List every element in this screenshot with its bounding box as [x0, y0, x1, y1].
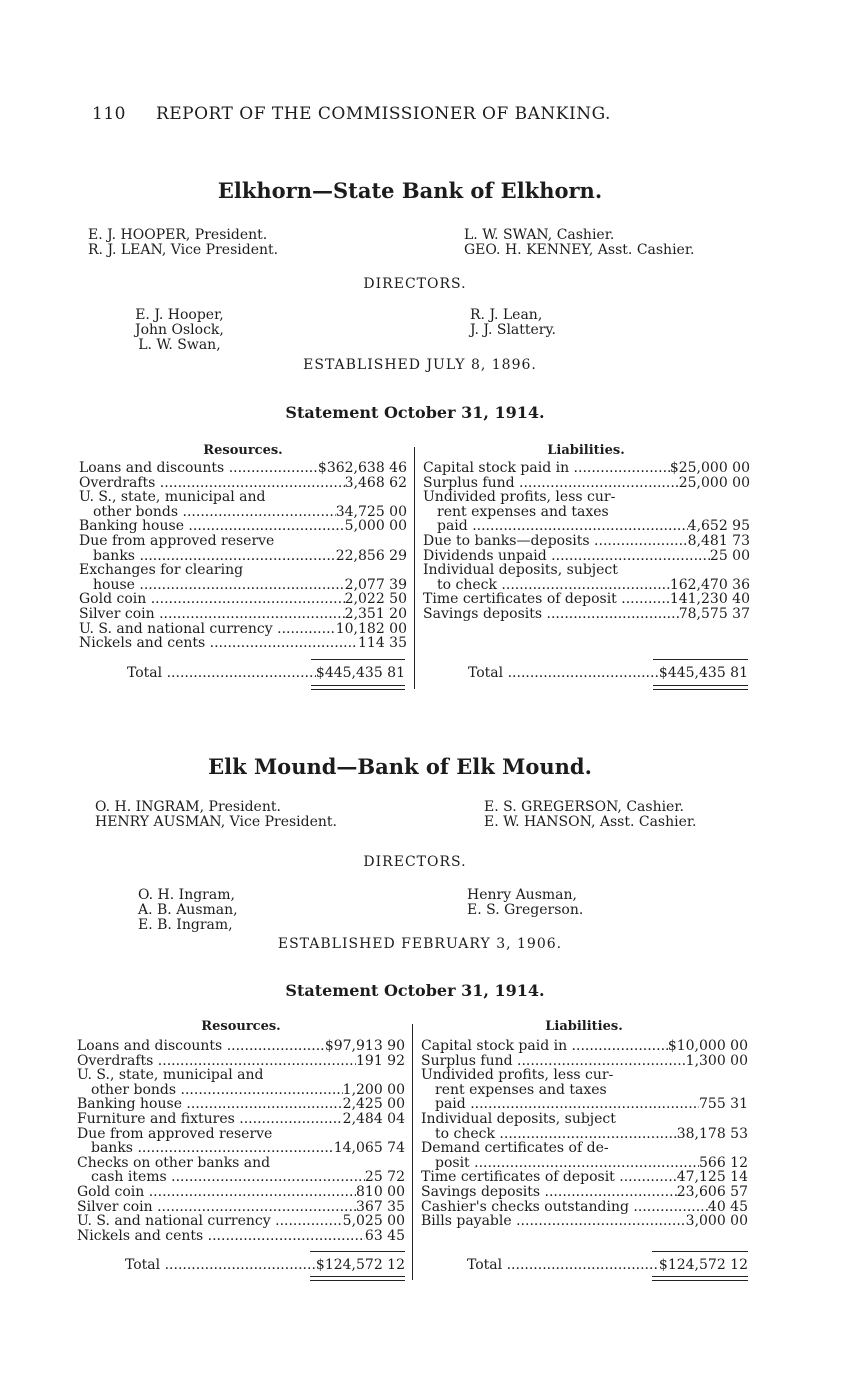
- ledger-row: [77, 1214, 405, 1229]
- liabilities-total-row: [468, 665, 748, 681]
- ledger-label: cash items .....: [77, 1170, 365, 1185]
- ledger-row: [79, 549, 407, 564]
- ledger-row: [77, 1039, 405, 1054]
- ledger-label: Undivided profits, less cur-: [421, 1068, 614, 1083]
- ledger-label: U. S., state, municipal and: [77, 1068, 264, 1083]
- ledger-row: [77, 1083, 405, 1098]
- ledger-row: [79, 607, 407, 622]
- ledger-label: Gold coin .....: [79, 592, 345, 607]
- officers-right: [484, 800, 697, 830]
- ledger-row: [77, 1170, 405, 1185]
- ledger-row: [423, 563, 750, 578]
- directors-heading: DIRECTORS.: [363, 276, 467, 292]
- ledger-amount: 2,351 20: [344, 605, 407, 622]
- liabilities-heading: Liabilities.: [545, 1019, 623, 1034]
- officer: E. J. HOOPER, President.: [88, 227, 268, 243]
- resources-total-row: [125, 1257, 405, 1273]
- ledger-label: Overdrafts .....: [79, 476, 345, 491]
- bank-title: Elkhorn—State Bank of Elkhorn.: [217, 178, 603, 203]
- ledger-label: Due to banks—deposits .....: [423, 534, 688, 549]
- double-rule: [310, 1276, 405, 1281]
- ledger-row: [79, 636, 407, 651]
- director: L. W. Swan,: [138, 337, 221, 353]
- ledger-amount: 3,000 00: [685, 1213, 748, 1230]
- resources-heading: Resources.: [203, 443, 283, 458]
- ledger-row: [77, 1112, 405, 1127]
- ledger-row: [423, 549, 750, 564]
- officer: E. S. GREGERSON, Cashier.: [484, 799, 684, 815]
- ledger-row: [421, 1214, 748, 1229]
- ledger-row: [423, 461, 750, 476]
- column-divider: [414, 447, 415, 689]
- ledger-label: Silver coin .....: [77, 1200, 356, 1215]
- officers-left: [95, 800, 337, 830]
- ledger-row: [421, 1141, 748, 1156]
- ledger-row: [423, 534, 750, 549]
- liabilities-total: $124,572 12: [658, 1257, 748, 1273]
- column-divider: [412, 1024, 413, 1280]
- double-rule: [311, 685, 405, 690]
- ledger-row: [423, 505, 750, 520]
- director: E. J. Hooper,: [135, 307, 224, 323]
- ledger-label: Individual deposits, subject: [421, 1111, 616, 1127]
- ledger-amount: 141,230 40: [669, 591, 750, 608]
- ledger-label: rent expenses and taxes: [435, 1082, 607, 1098]
- ledger-amount: 4,652 95: [687, 518, 750, 535]
- ledger-row: [77, 1185, 405, 1200]
- ledger-label: Nickels and cents .....: [79, 636, 358, 651]
- ledger-label: Surplus fund .....: [423, 476, 679, 491]
- ledger-label: Savings deposits .....: [421, 1185, 677, 1200]
- director: J. J. Slattery.: [470, 322, 556, 338]
- ledger-row: [77, 1200, 405, 1215]
- ledger-row: [77, 1097, 405, 1112]
- ledger-amount: $97,913 90: [324, 1038, 405, 1054]
- ledger-row: [77, 1229, 405, 1244]
- ledger-label: Banking house .....: [79, 519, 345, 534]
- ledger-row: [421, 1068, 748, 1083]
- ledger-row: [423, 476, 750, 491]
- officer: HENRY AUSMAN, Vice President.: [95, 814, 337, 830]
- page-number: 110: [92, 104, 126, 124]
- ledger-amount: $10,000 00: [667, 1038, 748, 1054]
- directors-heading: DIRECTORS.: [363, 854, 467, 870]
- ledger-amount: 22,856 29: [335, 547, 407, 564]
- ledger-amount: 34,725 00: [335, 503, 407, 520]
- ledger-label: paid .....: [421, 1097, 699, 1112]
- ledger-row: [421, 1083, 748, 1098]
- ledger-amount: 10,182 00: [335, 620, 407, 637]
- ledger-label: Nickels and cents .....: [77, 1229, 365, 1244]
- ledger-row: [77, 1054, 405, 1069]
- officer: E. W. HANSON, Asst. Cashier.: [484, 814, 697, 830]
- ledger-row: [79, 461, 407, 476]
- ledger-row: [421, 1097, 748, 1112]
- ledger-amount: 2,077 39: [344, 576, 407, 593]
- director: John Oslock,: [135, 322, 224, 338]
- ledger-label: Surplus fund .....: [421, 1054, 686, 1069]
- ledger-label: Due from approved reserve: [79, 533, 275, 549]
- director: Henry Ausman,: [467, 887, 577, 903]
- officer: L. W. SWAN, Cashier.: [464, 227, 615, 243]
- ledger-label: Exchanges for clearing: [79, 563, 244, 578]
- resources-total: $445,435 81: [315, 665, 405, 681]
- ledger-row: [421, 1170, 748, 1185]
- director: A. B. Ausman,: [138, 902, 238, 918]
- ledger-row: [423, 607, 750, 622]
- ledger-label: Capital stock paid in .....: [421, 1039, 668, 1054]
- resources-total: $124,572 12: [315, 1257, 405, 1273]
- statement-heading: Statement October 31, 1914.: [285, 981, 545, 1000]
- ledger-label: U. S. and national currency .....: [77, 1214, 343, 1229]
- total-label: Total .....: [467, 1257, 659, 1273]
- ledger-amount: 191 92: [356, 1052, 405, 1069]
- established-date: ESTABLISHED JULY 8, 1896.: [303, 357, 537, 373]
- ledger-label: Silver coin .....: [79, 607, 345, 622]
- ledger-row: [79, 519, 407, 534]
- ledger-label: banks .....: [77, 1141, 334, 1156]
- ledger-row: [421, 1127, 748, 1142]
- ledger-label: to check .....: [421, 1127, 677, 1142]
- ledger-label: rent expenses and taxes: [437, 504, 609, 520]
- ledger-amount: 2,425 00: [342, 1096, 405, 1113]
- ledger-amount: $362,638 46: [317, 460, 407, 476]
- ledger-row: [79, 505, 407, 520]
- ledger-amount: 47,125 14: [676, 1169, 748, 1186]
- total-rule: [653, 659, 748, 660]
- liabilities-heading: Liabilities.: [547, 443, 625, 458]
- officer: O. H. INGRAM, President.: [95, 799, 281, 815]
- officer: R. J. LEAN, Vice President.: [88, 242, 279, 258]
- directors-right: [467, 888, 583, 918]
- ledger-label: Checks on other banks and: [77, 1155, 271, 1171]
- directors-left: [138, 888, 238, 933]
- ledger-row: [79, 578, 407, 593]
- established-date: ESTABLISHED FEBRUARY 3, 1906.: [277, 936, 563, 952]
- ledger-amount: 162,470 36: [669, 576, 750, 593]
- ledger-label: Capital stock paid in .....: [423, 461, 670, 476]
- ledger-row: [421, 1039, 748, 1054]
- ledger-row: [79, 563, 407, 578]
- ledger-amount: 1,300 00: [685, 1052, 748, 1069]
- director: R. J. Lean,: [470, 307, 543, 323]
- ledger-amount: 25 00: [709, 547, 750, 564]
- ledger-row: [77, 1156, 405, 1171]
- resources-heading: Resources.: [201, 1019, 281, 1034]
- director: E. B. Ingram,: [138, 917, 233, 933]
- ledger-row: [423, 490, 750, 505]
- ledger-label: other bonds .....: [79, 505, 336, 520]
- ledger-label: Loans and discounts .....: [79, 461, 318, 476]
- ledger-amount: 3,468 62: [344, 474, 407, 491]
- double-rule: [653, 685, 748, 690]
- ledger-label: Cashier's checks outstanding .....: [421, 1200, 708, 1215]
- ledger-row: [79, 622, 407, 637]
- total-rule: [311, 659, 405, 660]
- ledger-row: [423, 519, 750, 534]
- ledger-row: [421, 1200, 748, 1215]
- directors-left: [135, 308, 224, 353]
- ledger-label: Demand certificates of de-: [421, 1141, 609, 1156]
- ledger-label: other bonds .....: [77, 1083, 343, 1098]
- ledger-label: Overdrafts .....: [77, 1054, 356, 1069]
- running-title: REPORT OF THE COMMISSIONER OF BANKING.: [155, 104, 611, 124]
- ledger-amount: 40 45: [707, 1198, 748, 1215]
- statement-heading: Statement October 31, 1914.: [285, 403, 545, 422]
- ledger-label: paid .....: [423, 519, 688, 534]
- ledger-row: [421, 1054, 748, 1069]
- ledger-row: [421, 1185, 748, 1200]
- ledger-row: [423, 578, 750, 593]
- ledger-amount: 14,065 74: [333, 1140, 405, 1157]
- ledger-row: [79, 592, 407, 607]
- ledger-label: banks .....: [79, 549, 336, 564]
- ledger-amount: $25,000 00: [669, 460, 750, 476]
- officers-right: [464, 228, 694, 258]
- ledger-row: [421, 1156, 748, 1171]
- ledger-amount: 25,000 00: [678, 474, 750, 491]
- ledger-label: posit .....: [421, 1156, 699, 1171]
- liabilities-total: $445,435 81: [658, 665, 748, 681]
- total-label: Total .....: [127, 665, 316, 681]
- ledger-label: Banking house .....: [77, 1097, 343, 1112]
- ledger-row: [77, 1141, 405, 1156]
- ledger-row: [79, 490, 407, 505]
- ledger-label: Individual deposits, subject: [423, 563, 618, 578]
- ledger-amount: 8,481 73: [687, 532, 750, 549]
- ledger-amount: 367 35: [356, 1198, 405, 1215]
- liabilities-total-row: [467, 1257, 748, 1273]
- ledger-amount: 566 12: [699, 1154, 748, 1171]
- running-header: [92, 104, 611, 124]
- ledger-row: [77, 1127, 405, 1142]
- ledger-amount: 114 35: [358, 635, 407, 652]
- ledger-row: [423, 592, 750, 607]
- ledger-label: Bills payable .....: [421, 1214, 686, 1229]
- resources-list: [77, 1039, 405, 1243]
- ledger-amount: 25 72: [364, 1169, 405, 1186]
- total-rule: [310, 1251, 405, 1252]
- ledger-amount: 78,575 37: [678, 605, 750, 622]
- ledger-row: [421, 1112, 748, 1127]
- directors-right: [470, 308, 556, 338]
- director: E. S. Gregerson.: [467, 902, 584, 918]
- ledger-label: Undivided profits, less cur-: [423, 490, 616, 505]
- ledger-row: [79, 476, 407, 491]
- ledger-amount: 5,000 00: [344, 518, 407, 535]
- total-rule: [652, 1251, 748, 1252]
- officers-left: [88, 228, 278, 258]
- ledger-label: Loans and discounts .....: [77, 1039, 325, 1054]
- ledger-amount: 755 31: [699, 1096, 748, 1113]
- ledger-amount: 63 45: [364, 1227, 405, 1244]
- ledger-amount: 23,606 57: [676, 1183, 748, 1200]
- ledger-label: Due from approved reserve: [77, 1126, 273, 1142]
- director: O. H. Ingram,: [138, 887, 235, 903]
- ledger-label: house .....: [79, 578, 345, 593]
- ledger-row: [77, 1068, 405, 1083]
- liabilities-list: [421, 1039, 748, 1229]
- resources-list: [79, 461, 407, 651]
- bank-title: Elk Mound—Bank of Elk Mound.: [208, 754, 592, 779]
- officer: GEO. H. KENNEY, Asst. Cashier.: [464, 242, 695, 258]
- total-label: Total .....: [468, 665, 659, 681]
- total-label: Total .....: [125, 1257, 316, 1273]
- ledger-label: Time certificates of deposit .....: [421, 1170, 677, 1185]
- ledger-amount: 2,484 04: [342, 1110, 405, 1127]
- double-rule: [652, 1276, 748, 1281]
- ledger-amount: 810 00: [356, 1183, 405, 1200]
- ledger-label: Savings deposits .....: [423, 607, 679, 622]
- ledger-label: U. S. and national currency .....: [79, 622, 336, 637]
- ledger-amount: 2,022 50: [344, 591, 407, 608]
- ledger-amount: 1,200 00: [342, 1081, 405, 1098]
- ledger-amount: 38,178 53: [676, 1125, 748, 1142]
- ledger-label: Time certificates of deposit .....: [423, 592, 670, 607]
- ledger-label: Gold coin .....: [77, 1185, 356, 1200]
- ledger-row: [79, 534, 407, 549]
- ledger-label: to check .....: [423, 578, 670, 593]
- ledger-label: U. S., state, municipal and: [79, 490, 266, 505]
- liabilities-list: [423, 461, 750, 622]
- ledger-label: Furniture and fixtures .....: [77, 1112, 343, 1127]
- ledger-amount: 5,025 00: [342, 1213, 405, 1230]
- resources-total-row: [127, 665, 405, 681]
- ledger-label: Dividends unpaid .....: [423, 549, 710, 564]
